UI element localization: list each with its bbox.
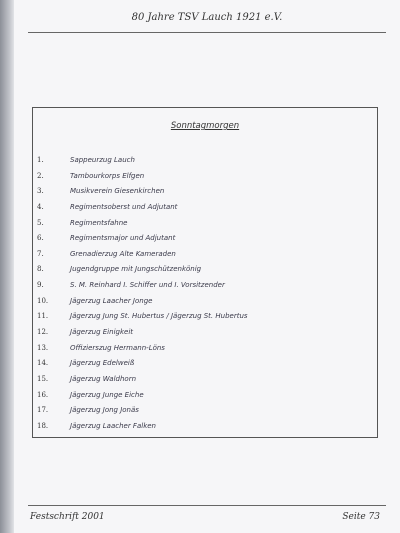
list-item-number: 17. [37,406,49,415]
lineup-box [32,107,378,438]
list-item [37,294,248,310]
list-item-text: Offizierszug Hermann-Löns [70,343,165,352]
list-item-text: Regimentsfahne [70,218,128,227]
page-binding-shadow [0,0,14,533]
lineup-list [37,153,248,435]
list-item [37,356,248,372]
list-item-text: Sappeurzug Lauch [70,156,135,164]
list-item [37,184,248,200]
list-item [37,231,248,247]
list-item-text: Tambourkorps Elfgen [70,171,145,180]
list-item [37,169,248,185]
list-item-number: 6. [37,234,44,243]
list-item-text: Regimentsoberst und Adjutant [70,202,178,211]
list-item-text: Jägerzug Edelweiß [70,359,135,368]
list-item [37,247,248,263]
list-item [37,403,248,419]
list-item-text: S. M. Reinhard I. Schiffer und I. Vorsitzender [70,281,225,290]
list-item-number: 12. [37,328,49,337]
list-item-number: 1. [37,156,44,164]
list-item-text: Jägerzug Waldhorn [70,374,137,383]
list-item [37,216,248,232]
footer-publication: Festschrift 2001 [30,512,105,522]
list-item [37,419,248,435]
list-item-number: 15. [37,374,49,383]
list-item [37,278,248,294]
list-item [37,262,248,278]
list-item-text: Jägerzug Jung St. Hubertus / Jägerzug St. Hubertus [70,312,248,321]
list-item-number: 18. [37,421,49,430]
list-item-number: 11. [37,312,49,321]
document-page [14,0,400,533]
list-item [37,341,248,357]
list-item-text: Regimentsmajor und Adjutant [70,234,176,243]
list-item-text: Jägerzug Einigkeit [70,328,134,337]
list-item-number: 13. [37,343,49,352]
header-divider [28,32,386,33]
list-item-number: 3. [37,187,44,196]
footer-divider [28,505,386,506]
footer-page-number: Seite 73 [342,512,380,522]
list-item-text: Jägerzug Laacher Falken [70,421,156,430]
list-item-number: 9. [37,281,44,290]
list-item [37,309,248,325]
list-item [37,325,248,341]
lineup-title: Sonntagmorgen [170,121,240,131]
list-item-number: 16. [37,390,49,399]
list-item-number: 5. [37,218,44,227]
list-item-text: Jägerzug Junge Eiche [70,390,144,399]
list-item-number: 2. [37,171,44,180]
list-item-text: Jugendgruppe mit Jungschützenkönig [70,265,202,274]
list-item-text: Jägerzug Laacher Jonge [70,296,153,305]
list-item [37,388,248,404]
list-item [37,372,248,388]
list-item-number: 8. [37,265,44,274]
list-item-text: Musikverein Giesenkirchen [70,187,165,196]
list-item-number: 7. [37,249,44,258]
list-item-text: Grenadierzug Alte Kameraden [70,249,176,258]
list-item [37,153,248,169]
list-item-number: 4. [37,202,44,211]
list-item-text: Jägerzug Jong Jonäs [70,406,139,415]
list-item-number: 10. [37,296,49,305]
list-item-number: 14. [37,359,49,368]
page-header-title: 80 Jahre TSV Lauch 1921 e.V. [131,12,283,23]
list-item [37,200,248,216]
